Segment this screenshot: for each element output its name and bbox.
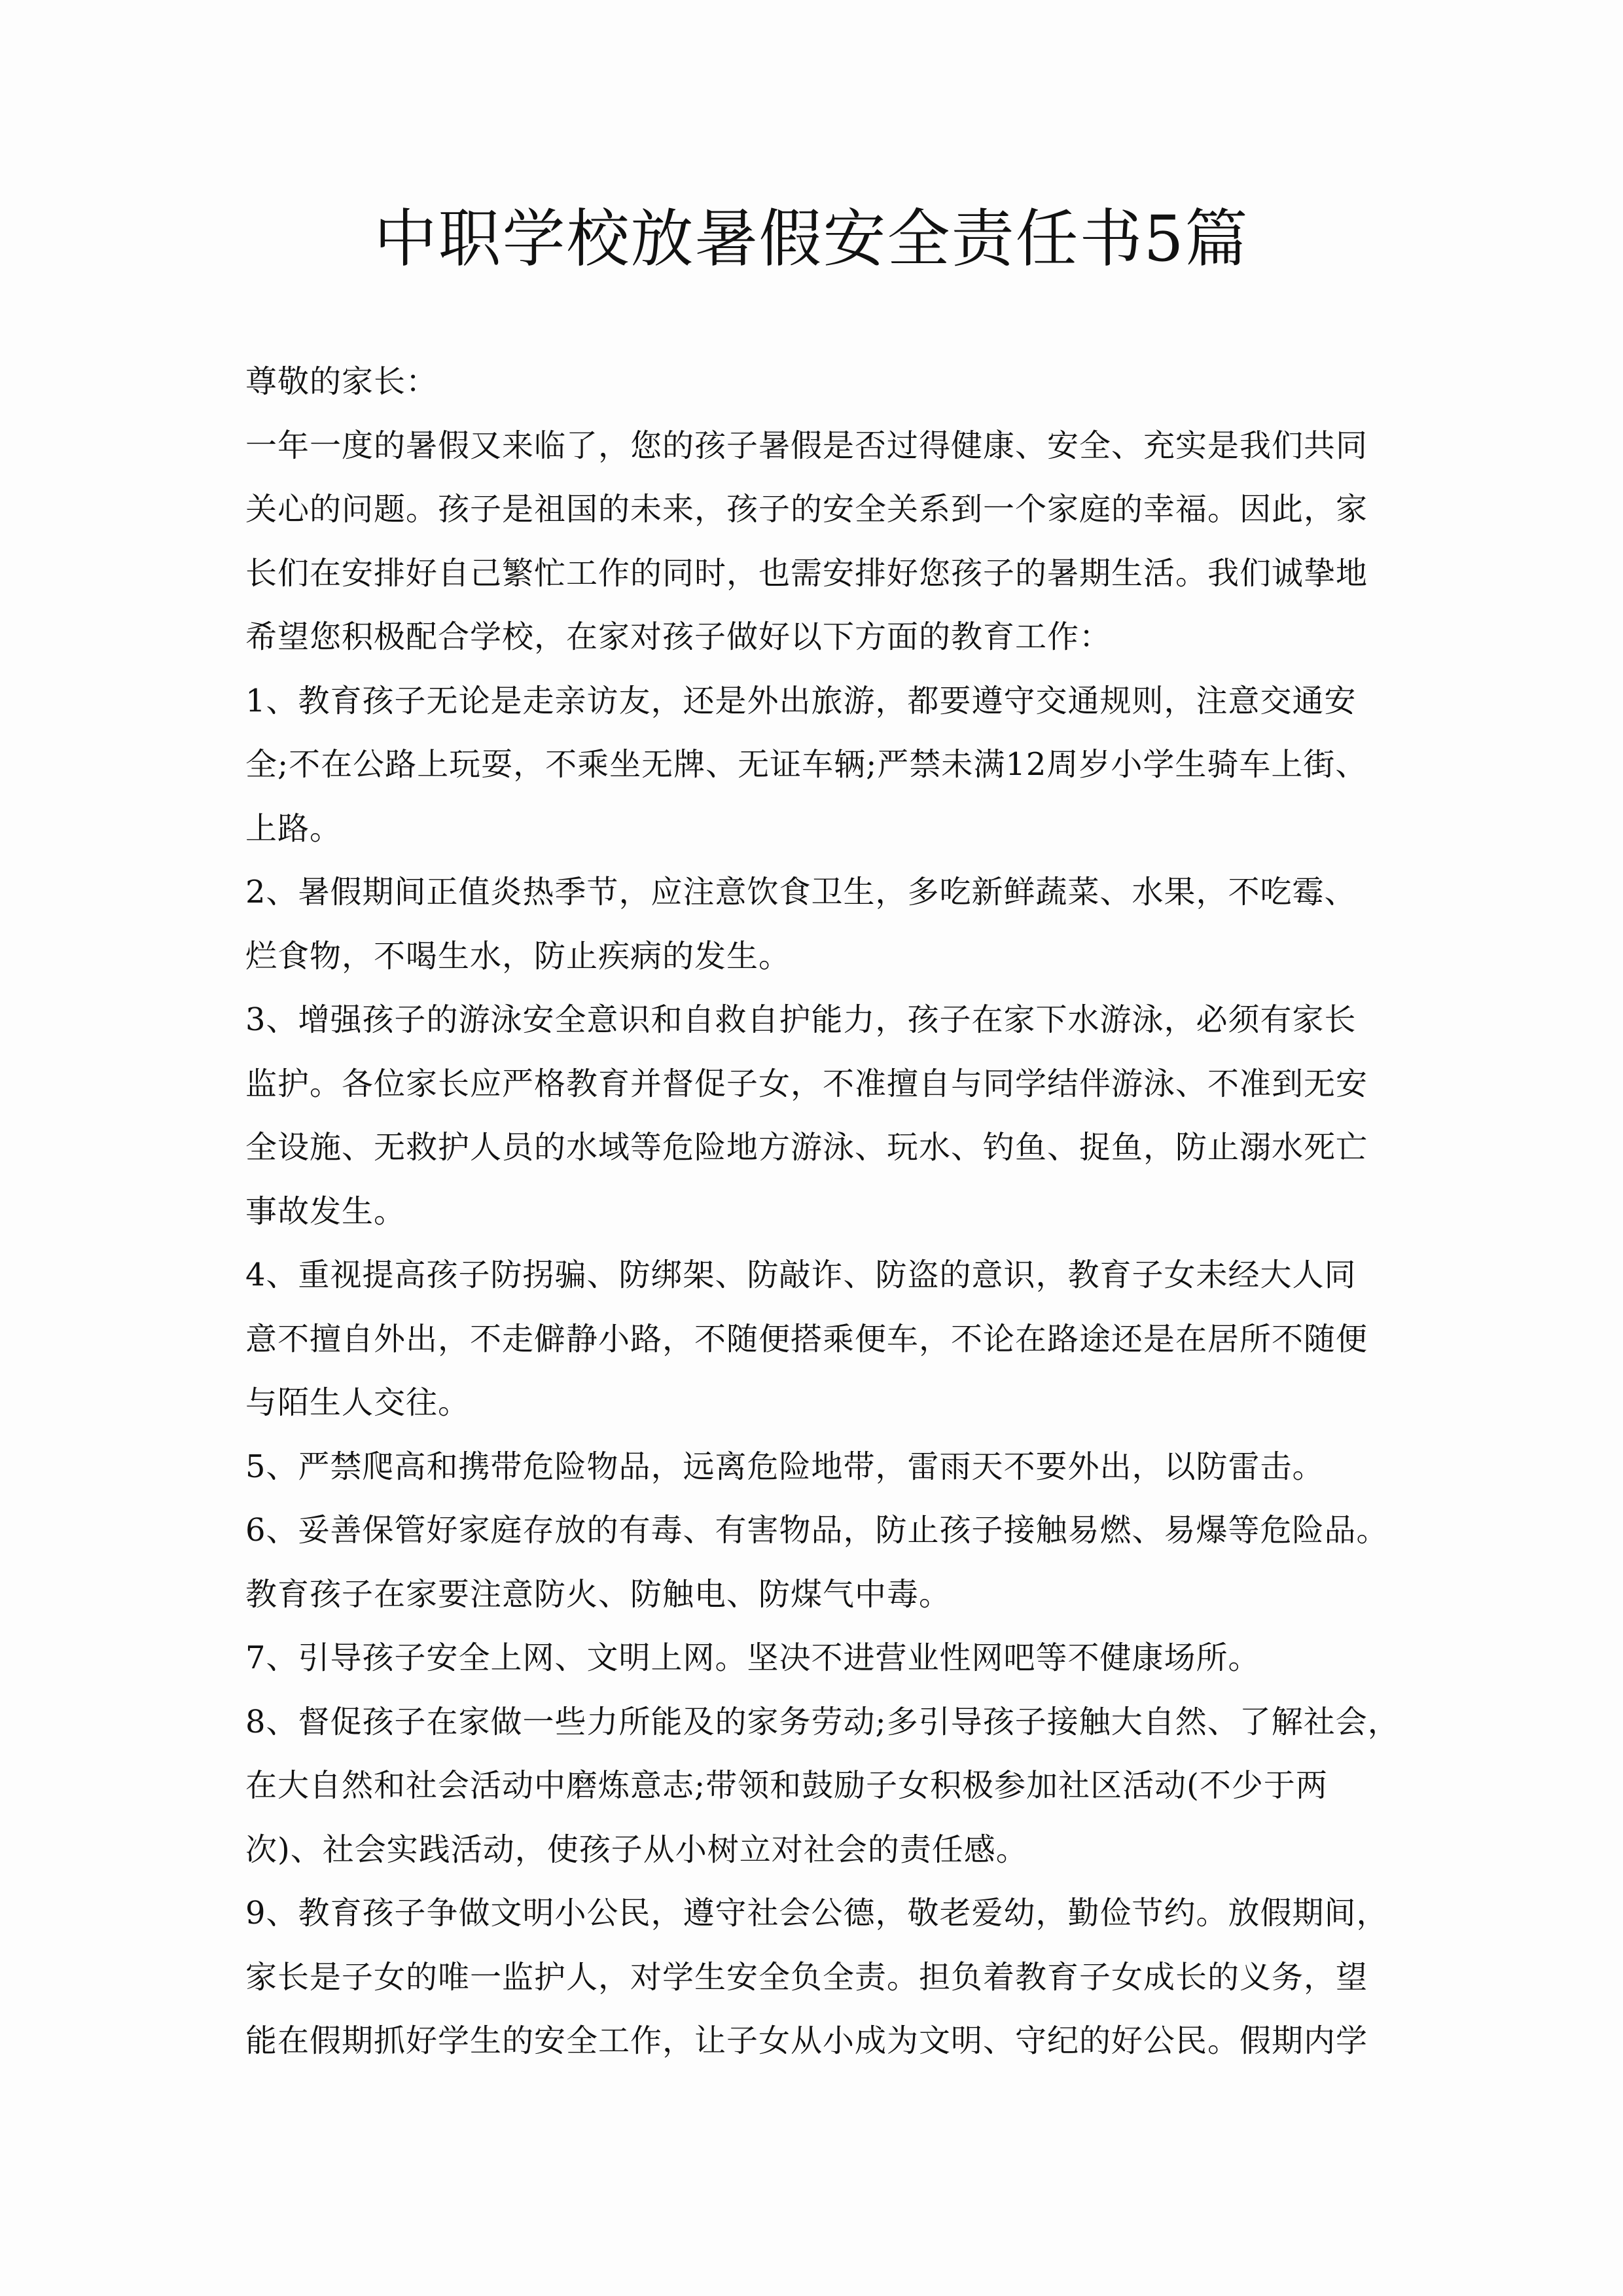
intro-paragraph-line: 长们在安排好自己繁忙工作的同时，也需安排好您孩子的暑期生活。我们诚挚地 xyxy=(245,554,1368,592)
item-1-line: 上路。 xyxy=(245,810,342,847)
intro-paragraph-line: 一年一度的暑假又来临了，您的孩子暑假是否过得健康、安全、充实是我们共同 xyxy=(245,427,1368,464)
item-8-line: 8、督促孩子在家做一些力所能及的家务劳动;多引导孩子接触大自然、了解社会， xyxy=(245,1703,1400,1740)
item-1-line: 全;不在公路上玩耍，不乘坐无牌、无证车辆;严禁未满12周岁小学生骑车上街、 xyxy=(245,746,1368,783)
salutation: 尊敬的家长： xyxy=(245,363,438,400)
item-9-line: 9、教育孩子争做文明小公民，遵守社会公德，敬老爱幼，勤俭节约。放假期间， xyxy=(245,1895,1389,1931)
item-7-line: 7、引导孩子安全上网、文明上网。坚决不进营业性网吧等不健康场所。 xyxy=(245,1640,1260,1676)
item-5-line: 5、严禁爬高和携带危险物品，远离危险地带，雷雨天不要外出，以防雷击。 xyxy=(245,1448,1325,1485)
item-3-line: 事故发生。 xyxy=(245,1193,406,1230)
intro-paragraph-line: 关心的问题。孩子是祖国的未来，孩子的安全关系到一个家庭的幸福。因此，家 xyxy=(245,491,1368,528)
document-body xyxy=(245,350,1400,2073)
item-3-line: 3、增强孩子的游泳安全意识和自救自护能力，孩子在家下水游泳，必须有家长 xyxy=(245,1001,1357,1038)
item-4-line: 意不擅自外出，不走僻静小路，不随便搭乘便车，不论在路途还是在居所不随便 xyxy=(245,1320,1368,1357)
item-1-line: 1、教育孩子无论是走亲访友，还是外出旅游，都要遵守交通规则，注意交通安 xyxy=(245,682,1357,719)
intro-paragraph-line: 希望您积极配合学校，在家对孩子做好以下方面的教育工作： xyxy=(245,619,1112,655)
item-9-line: 家长是子女的唯一监护人，对学生安全负全责。担负着教育子女成长的义务，望 xyxy=(245,1958,1368,1996)
item-6-line: 教育孩子在家要注意防火、防触电、防煤气中毒。 xyxy=(245,1575,952,1613)
item-4-line: 4、重视提高孩子防拐骗、防绑架、防敲诈、防盗的意识，教育子女未经大人同 xyxy=(245,1257,1357,1293)
item-9-line: 能在假期抓好学生的安全工作，让子女从小成为文明、守纪的好公民。假期内学 xyxy=(245,2022,1368,2059)
item-6-line: 6、妥善保管好家庭存放的有毒、有害物品，防止孩子接触易燃、易爆等危险品。 xyxy=(245,1512,1389,1549)
document-title: 中职学校放暑假安全责任书5篇 xyxy=(374,202,1249,276)
item-2-line: 2、暑假期间正值炎热季节，应注意饮食卫生，多吃新鲜蔬菜、水果，不吃霉、 xyxy=(245,874,1357,910)
item-8-line: 在大自然和社会活动中磨炼意志;带领和鼓励子女积极参加社区活动(不少于两 xyxy=(245,1767,1328,1804)
item-8-line: 次)、社会实践活动，使孩子从小树立对社会的责任感。 xyxy=(245,1831,1028,1868)
item-3-line: 全设施、无救护人员的水域等危险地方游泳、玩水、钓鱼、捉鱼，防止溺水死亡 xyxy=(245,1129,1368,1166)
item-3-line: 监护。各位家长应严格教育并督促子女，不准擅自与同学结伴游泳、不准到无安 xyxy=(245,1065,1368,1102)
item-2-line: 烂食物，不喝生水，防止疾病的发生。 xyxy=(245,937,791,975)
item-4-line: 与陌生人交往。 xyxy=(245,1384,471,1421)
